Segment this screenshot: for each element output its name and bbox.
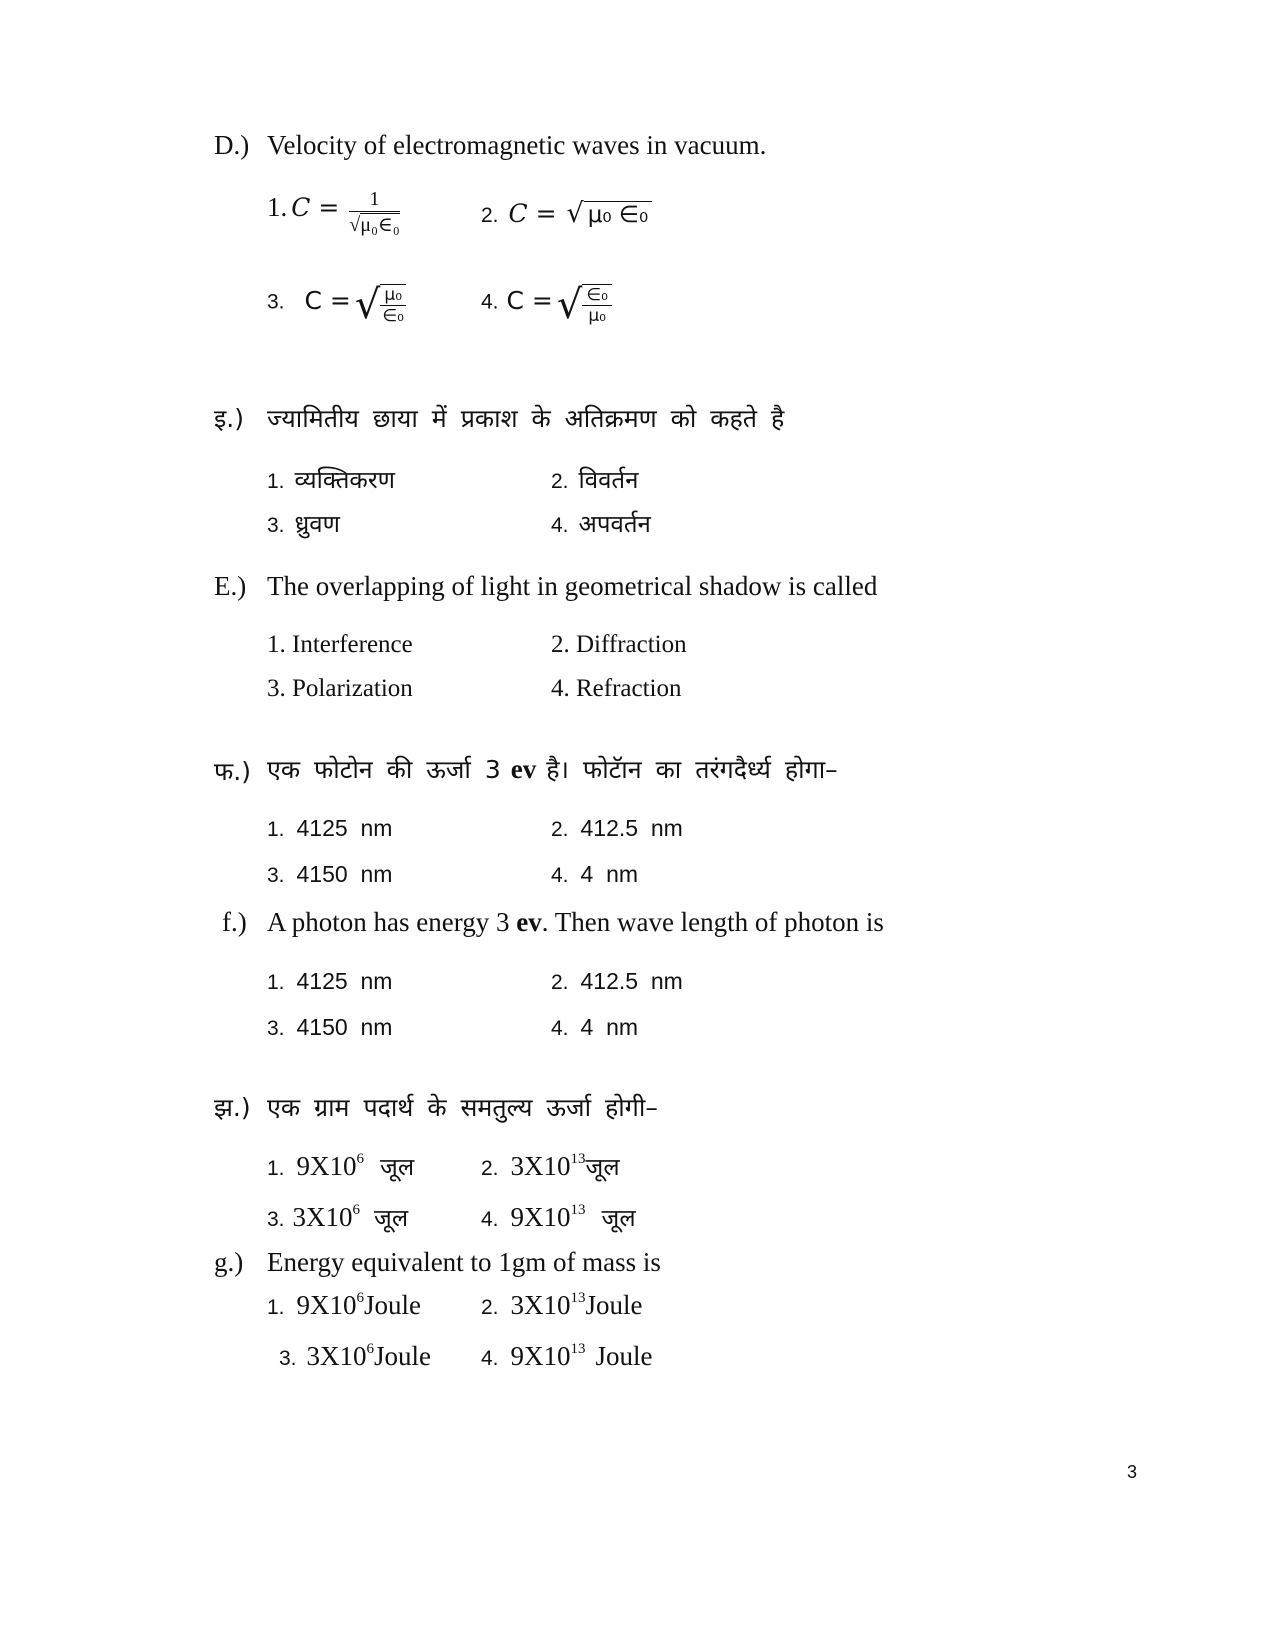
fraction-denominator: ∈₀ [382, 306, 404, 326]
formula-fraction [349, 188, 399, 237]
question-text: एक ग्राम पदार्थ के समतुल्य ऊर्जा होगी– [267, 1093, 658, 1122]
question-label: D.) [214, 130, 250, 160]
fraction-denominator: μ₀ [588, 306, 606, 326]
sqrt-icon: √ [556, 282, 583, 328]
option-1: 1. Interference [267, 631, 413, 658]
option-3: 3. 4150 nm [267, 1014, 393, 1040]
fraction-denominator: √μ₀∈₀ [349, 214, 400, 236]
question-text: A photon has energy 3 ev. Then wave length of photon is [267, 907, 884, 937]
question-text: The overlapping of light in geometrical shadow is called [267, 571, 878, 601]
option-2: 2. विवर्तन [551, 466, 639, 494]
question-text: Energy equivalent to 1gm of mass is [267, 1247, 661, 1277]
option-2: 2. $3X10^{13}जूल$ [481, 1151, 620, 1181]
formula-lhs: C = [506, 285, 553, 315]
option-4 [481, 282, 612, 328]
option-2 [481, 198, 652, 229]
option-4: 4. $9X10^{13}$ Joule [481, 1341, 653, 1371]
fraction-numerator: μ₀ [380, 285, 406, 306]
question-label: E.) [214, 571, 247, 601]
formula-lhs: C = [508, 199, 557, 228]
option-1: 1. $9X10^6$ जूल [267, 1151, 415, 1181]
option-1: 1. 4125 nm [267, 968, 393, 994]
option-1: 1. व्यक्तिकरण [267, 466, 396, 494]
question-text: ज्यामितीय छाया में प्रकाश के अतिक्रमण को कहते है [267, 404, 785, 433]
formula-fraction [380, 284, 406, 326]
sqrt-icon: √ [354, 282, 381, 328]
question-label: झ.) [214, 1093, 251, 1122]
option-3: 3. $3X10^6Joule$ [279, 1341, 432, 1371]
option-4: 4. Refraction [551, 675, 682, 702]
option-2: 2. 412.5 nm [551, 968, 683, 994]
option-2: 2. 412.5 nm [551, 815, 683, 841]
option-number: 4. [481, 290, 499, 314]
radicand: μ₀ ∈₀ [584, 201, 652, 228]
option-3 [267, 282, 406, 328]
option-1: 1. 4125 nm [267, 815, 393, 841]
option-3: 3. 4150 nm [267, 861, 393, 887]
fraction-numerator: ∈₀ [582, 285, 612, 306]
option-3: 3. Polarization [267, 675, 413, 702]
option-3: 3. ध्रुवण [267, 510, 340, 538]
option-3: 3. $3X10^6$ जूल [267, 1202, 409, 1232]
option-4: 4. 4 nm [551, 1014, 639, 1040]
option-4: 4. $9X10^{13}$ जूल [481, 1202, 636, 1232]
question-label: इ.) [214, 404, 244, 433]
sqrt-icon: √ [566, 198, 584, 229]
option-2: 2. Diffraction [551, 631, 687, 658]
question-label: फ.) [214, 757, 251, 786]
question-text: Velocity of electromagnetic waves in vacuum. [267, 130, 767, 160]
question-text: एक फोटोन की ऊर्जा 3 ev है। फोटॅान का तरंगदैर्ध्य होगा– [267, 754, 838, 784]
formula-fraction [582, 284, 612, 326]
formula-lhs: C = [304, 285, 351, 315]
fraction-numerator: 1 [349, 188, 399, 212]
formula-lhs: C = [291, 193, 340, 223]
option-2: 2. $3X10^{13}Joule$ [481, 1290, 643, 1320]
option-1 [267, 188, 400, 237]
option-4: 4. 4 nm [551, 861, 639, 887]
question-label: g.) [214, 1247, 244, 1277]
page-number: 3 [1127, 1462, 1138, 1482]
option-number: 1. [267, 192, 288, 223]
option-number: 3. [267, 290, 285, 314]
option-4: 4. अपवर्तन [551, 510, 651, 538]
question-label: f.) [222, 907, 247, 937]
option-1: 1. $9X10^6Joule$ [267, 1290, 422, 1320]
option-number: 2. [481, 204, 499, 227]
